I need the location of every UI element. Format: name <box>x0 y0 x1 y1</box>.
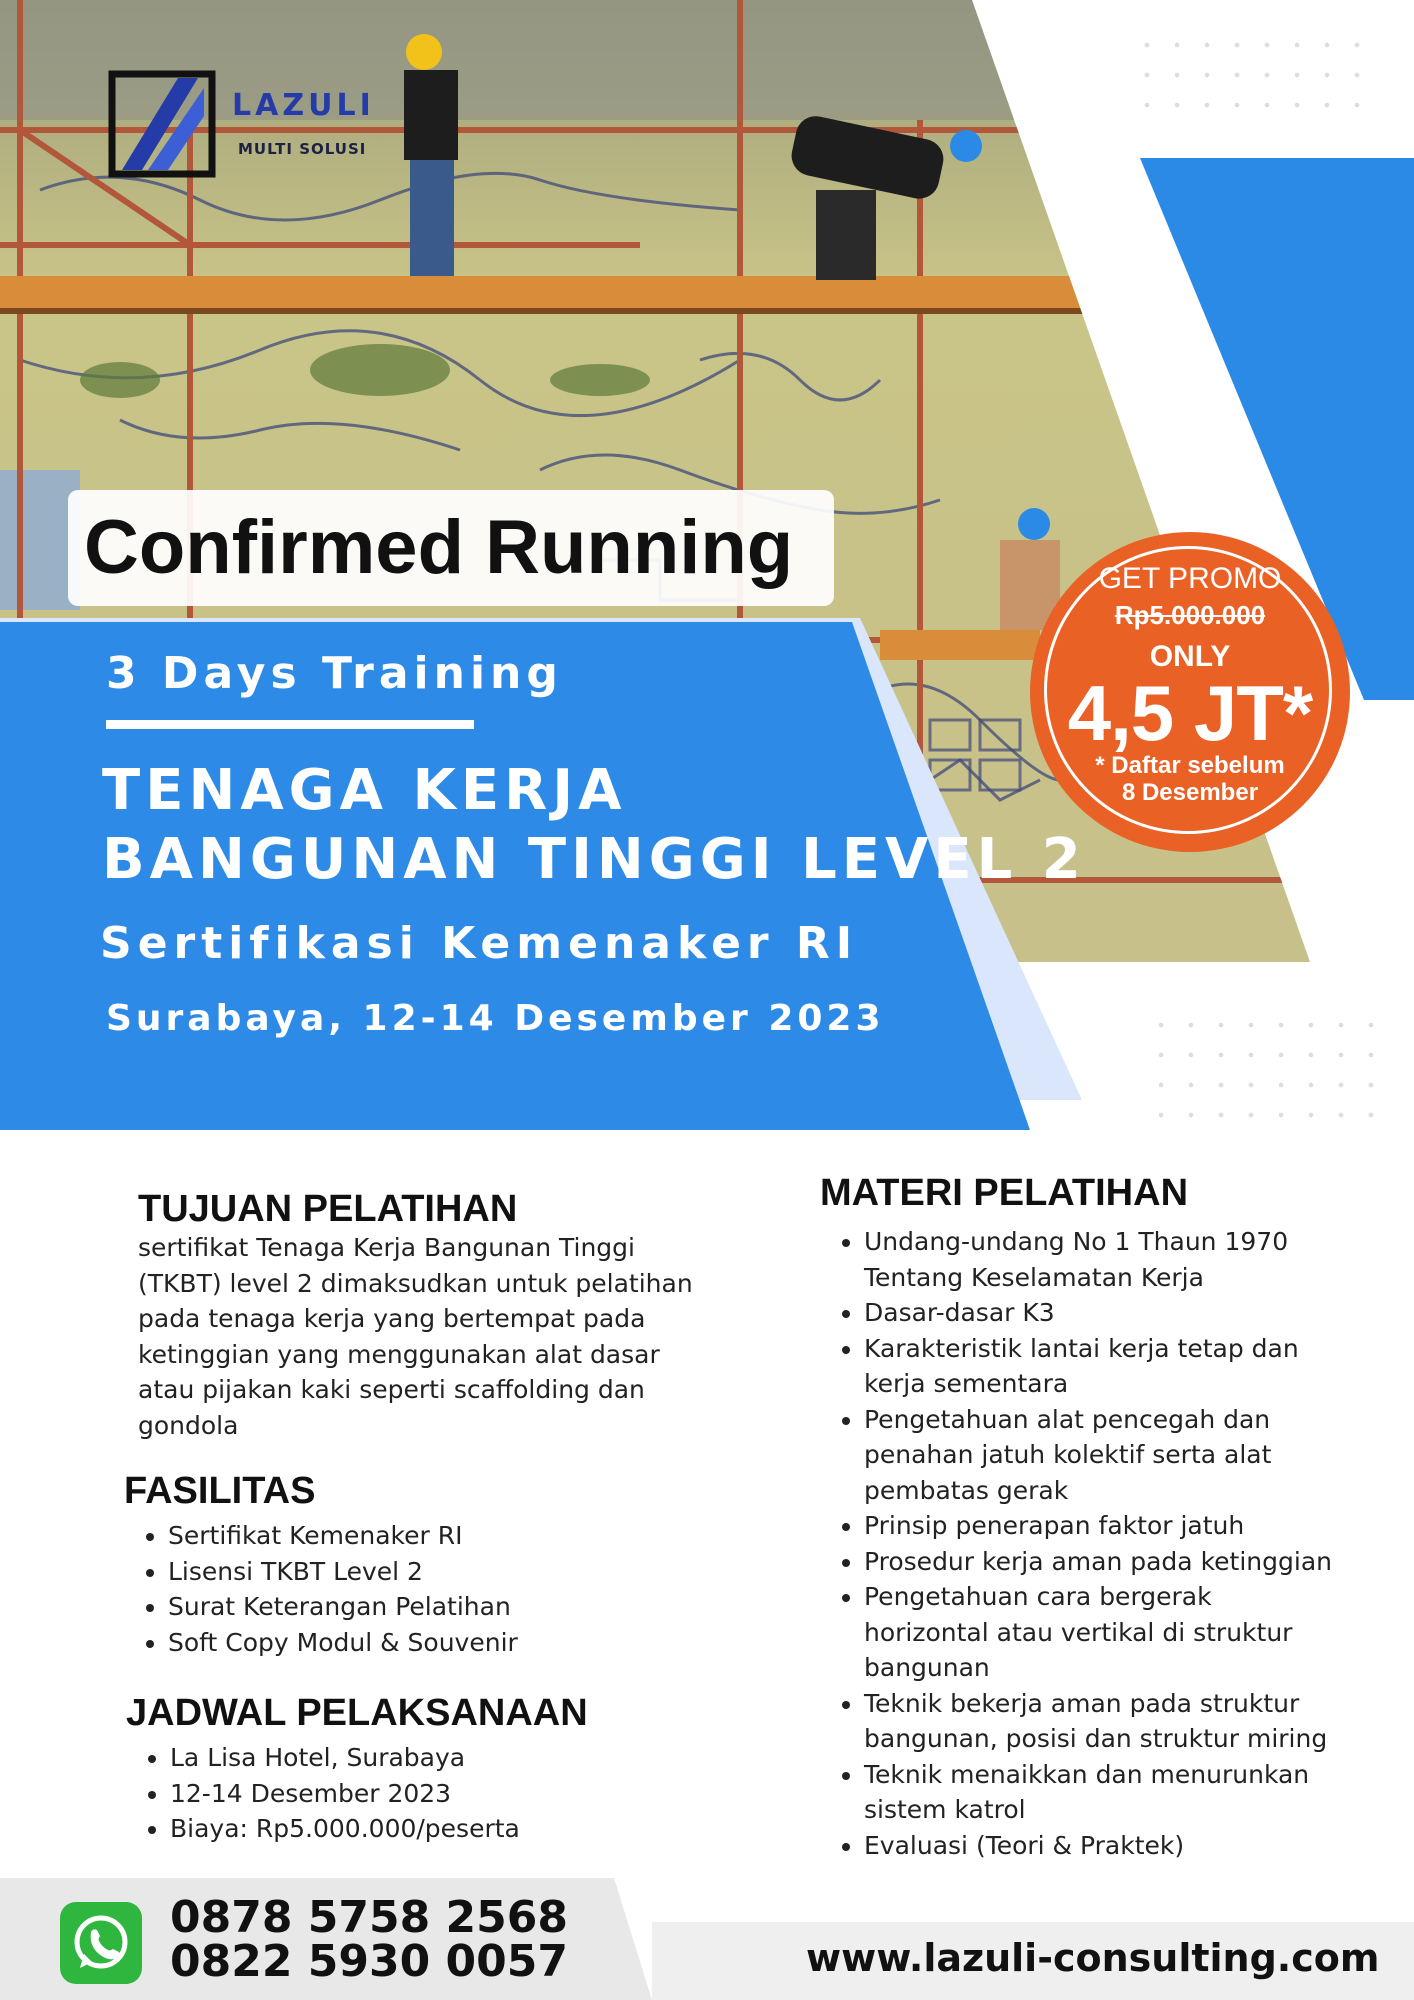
list-item: • Soft Copy Modul & Souvenir <box>168 1625 686 1661</box>
course-title-line1: TENAGA KERJA <box>102 758 627 823</box>
promo-only: ONLY <box>1149 640 1231 673</box>
promo-note <box>1030 752 1350 806</box>
course-title <box>102 756 1086 894</box>
list-item: • Evaluasi (Teori & Praktek) <box>864 1828 1342 1864</box>
certification-label: Sertifikasi Kemenaker RI <box>100 918 859 969</box>
fasilitas-heading: FASILITAS <box>124 1470 316 1512</box>
website-link[interactable]: www.lazuli-consulting.com <box>806 1936 1380 1980</box>
list-item: • Prinsip penerapan faktor jatuh <box>864 1508 1342 1544</box>
location-date: Surabaya, 12-14 Desember 2023 <box>106 998 885 1039</box>
materi-heading: MATERI PELATIHAN <box>820 1172 1189 1214</box>
list-item: • Pengetahuan cara bergerak horizontal atau vertikal di struktur bangunan <box>864 1579 1342 1686</box>
promo-note-line1: * Daftar sebelum <box>1095 752 1285 779</box>
list-item: • Biaya: Rp5.000.000/peserta <box>170 1811 688 1847</box>
list-item: • Teknik bekerja aman pada struktur bangunan, posisi dan struktur miring <box>864 1686 1342 1757</box>
promo-note-line2: 8 Desember <box>1121 779 1259 806</box>
list-item: • Karakteristik lantai kerja tetap dan kerja sementara <box>864 1331 1342 1402</box>
list-item: • Teknik menaikkan dan menurunkan sistem katrol <box>864 1757 1342 1828</box>
whatsapp-icon[interactable] <box>60 1902 142 1984</box>
list-item: • Surat Keterangan Pelatihan <box>168 1589 686 1625</box>
jadwal-heading: JADWAL PELAKSANAAN <box>126 1692 588 1734</box>
list-item: • Undang-undang No 1 Thaun 1970 Tentang Keselamatan Kerja <box>864 1224 1342 1295</box>
dot-grid-top <box>1132 30 1372 120</box>
materi-list <box>822 1224 1342 1863</box>
promo-old-price: Rp5.000.000 <box>1114 600 1266 630</box>
dot-grid-mid <box>1146 1010 1386 1120</box>
promo-label: GET PROMO <box>1098 562 1282 595</box>
phone-number-1[interactable]: 0878 5758 2568 <box>170 1892 569 1943</box>
course-title-line2: BANGUNAN TINGGI LEVEL 2 <box>102 827 1086 892</box>
list-item: • Lisensi TKBT Level 2 <box>168 1554 686 1590</box>
brand-name: LAZULI <box>232 88 375 123</box>
phone-number-2[interactable]: 0822 5930 0057 <box>170 1936 569 1987</box>
jadwal-list <box>128 1740 688 1847</box>
tujuan-heading: TUJUAN PELATIHAN <box>138 1188 518 1230</box>
promo-price: 4,5 JT* <box>1067 669 1313 757</box>
tujuan-text: sertifikat Tenaga Kerja Bangunan Tinggi (TKBT) level 2 dimaksudkan untuk pelatihan pada tenaga kerja yang bertempat pada ketinggian yang menggunakan alat dasar atau pijakan kaki seperti scaffolding dan gondola <box>138 1233 693 1440</box>
title-divider <box>106 720 474 729</box>
worker-left <box>404 34 458 276</box>
list-item: • Pengetahuan alat pencegah dan penahan jatuh kolektif serta alat pembatas gerak <box>864 1402 1342 1509</box>
list-item: • La Lisa Hotel, Surabaya <box>170 1740 688 1776</box>
list-item: • Sertifikat Kemenaker RI <box>168 1518 686 1554</box>
list-item: • Dasar-dasar K3 <box>864 1295 1342 1331</box>
brand-sub: MULTI SOLUSI <box>238 140 367 158</box>
list-item: • Prosedur kerja aman pada ketinggian <box>864 1544 1342 1580</box>
lazuli-logo-icon <box>108 70 216 178</box>
list-item: • 12-14 Desember 2023 <box>170 1776 688 1812</box>
fasilitas-list <box>126 1518 686 1660</box>
status-text: Confirmed Running <box>84 505 794 590</box>
training-duration: 3 Days Training <box>106 648 563 699</box>
